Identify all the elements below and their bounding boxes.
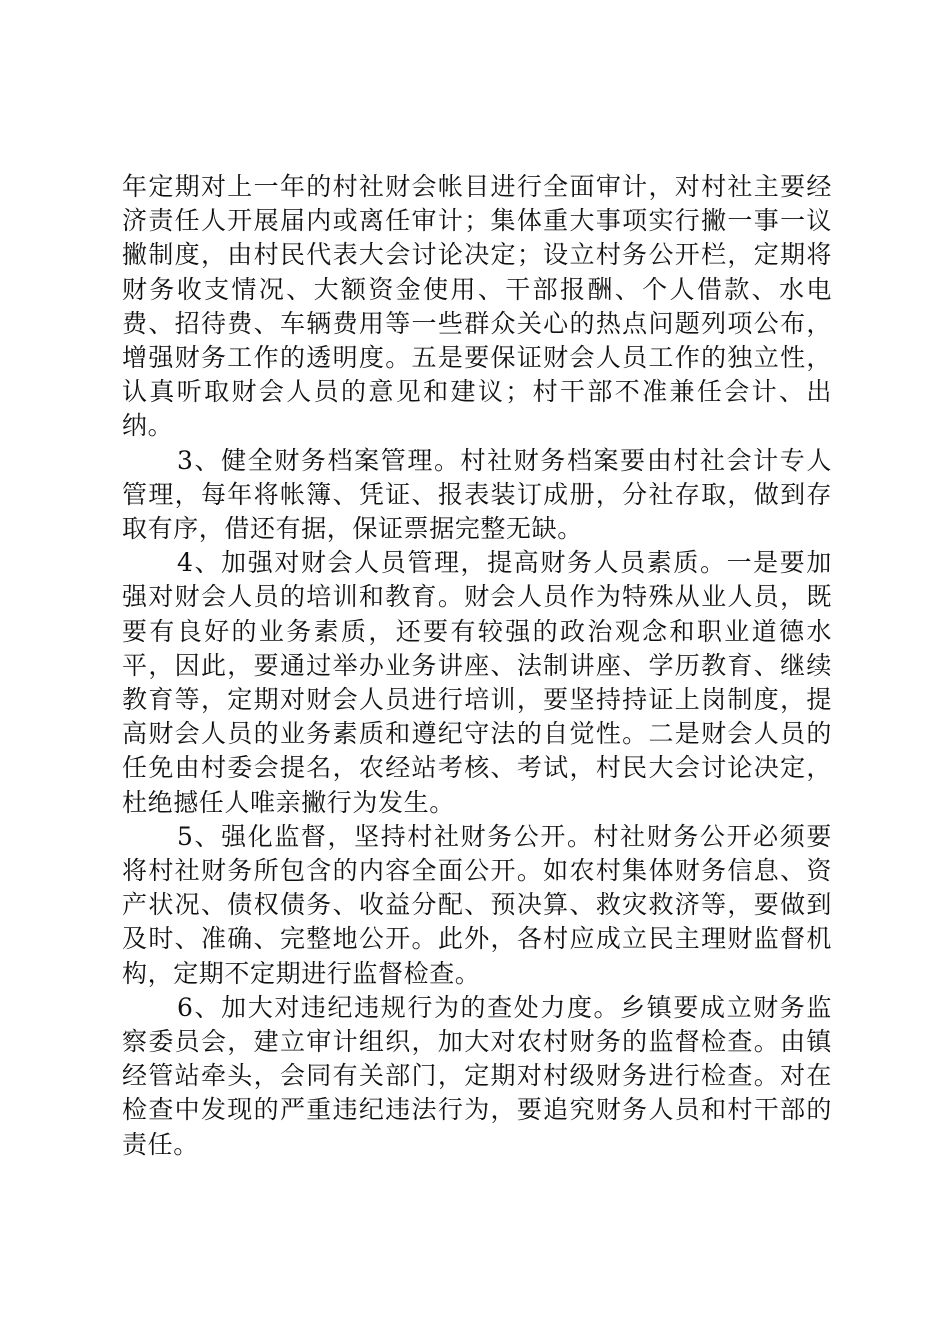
paragraph-staff-management: 4、加强对财会人员管理，提高财务人员素质。一是要加强对财会人员的培训和教育。财会人员作为特殊从业人员，既要有良好的业务素质，还要有较强的政治观念和职业道德水平，因此，要通过举办业务讲座、法制讲座、学历教育、继续教育等，定期对财会人员进行培训，要坚持持证上岗制度，提高财会人员的业务素质和遵纪守法的自觉性。二是财会人员的任免由村委会提名，农经站考核、考试，村民大会讨论决定，杜绝撼任人唯亲撇行为发生。 [122,548,832,817]
paragraph-enforcement: 6、加大对违纪违规行为的查处力度。乡镇要成立财务监察委员会，建立审计组织，加大对农村财务的监督检查。由镇经管站牵头，会同有关部门，定期对村级财务进行检查。对在检查中发现的严重违纪违法行为，要追究财务人员和村干部的责任。 [122,992,832,1159]
paragraph-continuation: 年定期对上一年的村社财会帐目进行全面审计，对村社主要经济责任人开展届内或离任审计；集体重大事项实行撇一事一议撇制度，由村民代表大会讨论决定；设立村务公开栏，定期将财务收支情况、大额资金使用、干部报酬、个人借款、水电费、招待费、车辆费用等一些群众关心的热点问题列项公布，增强财务工作的透明度。五是要保证财会人员工作的独立性，认真听取财会人员的意见和建议；村干部不准兼任会计、出纳。 [122,172,832,441]
paragraph-archive-management: 3、健全财务档案管理。村社财务档案要由村社会计专人管理，每年将帐簿、凭证、报表装订成册，分社存取，做到存取有序，借还有据，保证票据完整无缺。 [122,445,832,544]
document-body [122,170,832,1162]
paragraph-supervision: 5、强化监督，坚持村社财务公开。村社财务公开必须要将村社财务所包含的内容全面公开。如农村集体财务信息、资产状况、债权债务、收益分配、预决算、救灾救济等，要做到及时、准确、完整地公开。此外，各村应成立民主理财监督机构，定期不定期进行监督检查。 [122,821,832,988]
